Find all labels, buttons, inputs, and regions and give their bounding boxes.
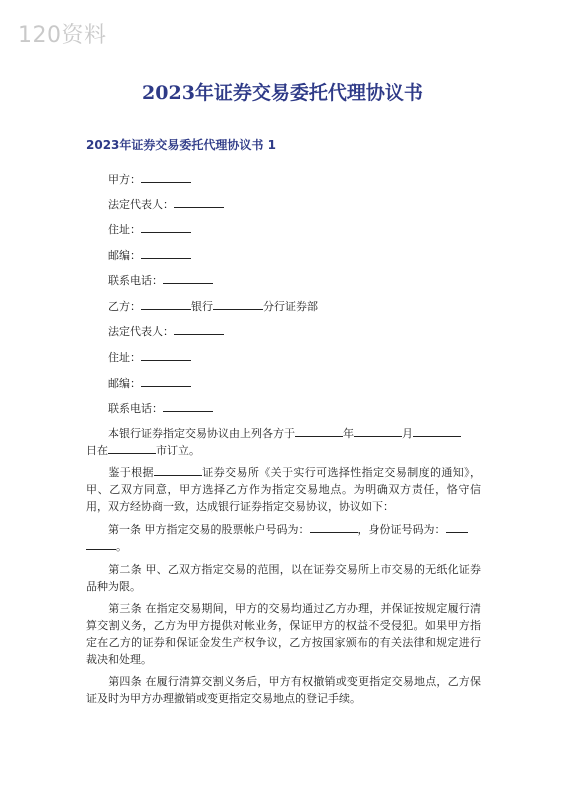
- field-label: 联系电话：: [108, 402, 163, 415]
- article-4: [86, 673, 481, 707]
- field-label: 法定代表人：: [108, 198, 174, 211]
- article-2: [86, 561, 481, 595]
- field-label: 乙方：: [108, 300, 141, 313]
- field-label: 甲方：: [108, 173, 141, 186]
- blank-line: [163, 273, 213, 284]
- branch-label: 分行证券部: [263, 300, 318, 313]
- article-3: [86, 600, 481, 668]
- blank-line: [154, 465, 202, 476]
- blank-line: [141, 376, 191, 387]
- blank-line: [310, 522, 358, 533]
- party-b-postcode-field: [108, 376, 191, 391]
- blank-line: [141, 299, 191, 310]
- field-label: 邮编：: [108, 249, 141, 262]
- field-label: 住址：: [108, 351, 141, 364]
- article-text: ，身份证号码为：: [357, 523, 446, 536]
- article-1: [86, 521, 481, 555]
- article-text: 第四条 在履行清算交割义务后，甲方有权撤销或变更指定交易地点，乙方保证及时为甲方办理撤销或变更指定交易地点的登记手续。: [86, 675, 481, 705]
- watermark-logo: 120资料: [18, 23, 107, 48]
- intro-text: 本银行证券指定交易协议由上列各方于: [108, 427, 295, 440]
- recital-text: 证券交易所《关于实行可选择性指定交易制度的通知》，甲、乙双方同意，甲方选择乙方作为指定交易地点。为明确双方责任，恪守信用，双方经协商一致，达成银行证券指定交易协议，协议如下：: [86, 466, 482, 513]
- bank-label: 银行: [191, 300, 213, 313]
- party-b-address-field: [108, 350, 191, 365]
- blank-line: [141, 350, 191, 361]
- article-text: 。: [116, 540, 127, 553]
- field-label: 法定代表人：: [108, 325, 174, 338]
- field-label: 住址：: [108, 223, 141, 236]
- recital-text: 鉴于根据: [108, 466, 154, 479]
- blank-line: [108, 443, 156, 454]
- month-label: 月: [402, 427, 413, 440]
- year-label: 年: [343, 427, 354, 440]
- party-b-name-field: [108, 299, 318, 314]
- blank-line: [163, 401, 213, 412]
- blank-line: [174, 324, 224, 335]
- party-b-rep-field: [108, 324, 224, 339]
- recital-paragraph: [86, 464, 481, 515]
- article-text: 第一条 甲方指定交易的股票帐户号码为：: [108, 523, 310, 536]
- blank-line: [354, 426, 402, 437]
- party-b-phone-field: [108, 401, 213, 416]
- blank-line: [213, 299, 263, 310]
- article-text: 第二条 甲、乙双方指定交易的范围，以在证券交易所上市交易的无纸化证券品种为限。: [86, 563, 481, 593]
- field-label: 联系电话：: [108, 274, 163, 287]
- blank-line: [413, 426, 461, 437]
- article-text: 第三条 在指定交易期间，甲方的交易均通过乙方办理，并保证按规定履行清算交割义务，乙方为甲方提供对帐业务，保证甲方的权益不受侵犯。如果甲方指定在乙方的证券和保证金发生产权争议，乙方按国家颁布的有关法律和规定进行裁决和处理。: [86, 602, 481, 666]
- day-label: 日在: [86, 444, 108, 457]
- blank-line: [141, 222, 191, 233]
- city-label: 市订立。: [156, 444, 200, 457]
- blank-line: [141, 248, 191, 259]
- party-a-address-field: [108, 222, 191, 237]
- party-a-rep-field: [108, 197, 224, 212]
- blank-line: [141, 172, 191, 183]
- blank-line: [86, 539, 116, 550]
- field-label: 邮编：: [108, 377, 141, 390]
- party-a-name-field: [108, 172, 191, 187]
- party-a-postcode-field: [108, 248, 191, 263]
- party-a-phone-field: [108, 273, 213, 288]
- document-title: 2023年证券交易委托代理协议书: [142, 82, 423, 104]
- blank-line: [446, 522, 468, 533]
- section-heading: 2023年证券交易委托代理协议书 1: [86, 138, 276, 152]
- blank-line: [295, 426, 343, 437]
- blank-line: [174, 197, 224, 208]
- intro-paragraph: [86, 425, 481, 459]
